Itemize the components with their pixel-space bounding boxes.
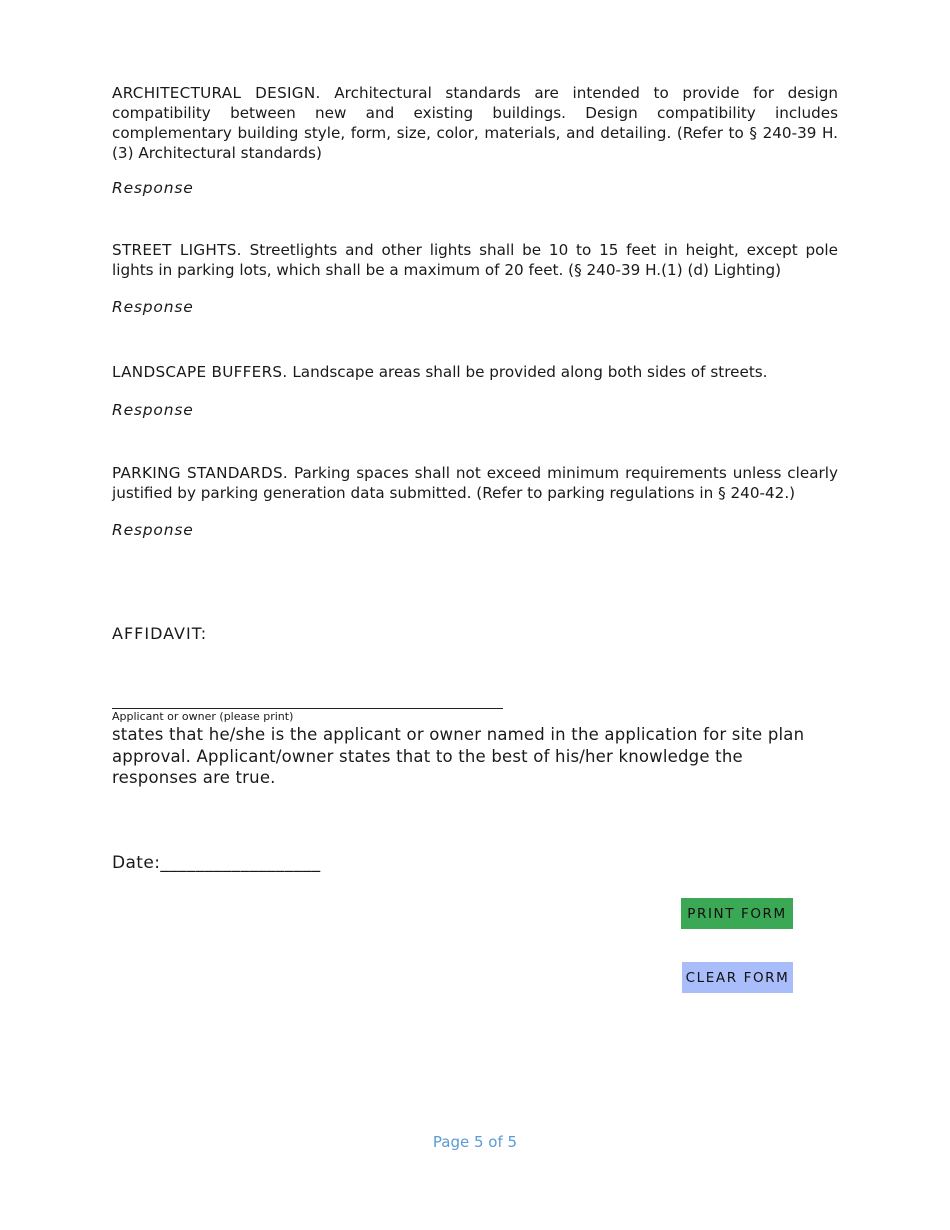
affidavit-statement: states that he/she is the applicant or owner named in the application for site plan approval. Applicant/owner states that to the best of his/her knowledge the responses are true. — [112, 725, 805, 787]
section-body: Streetlights and other lights shall be 10 to 15 feet in height, except pole lights in parking lots, which shall be a maximum of 20 feet. (§ 240-39 H.(1) (d) Lighting) — [112, 241, 838, 279]
section-parking-standards — [112, 463, 838, 539]
print-form-button[interactable]: PRINT FORM — [681, 898, 793, 929]
section-heading: ARCHITECTURAL DESIGN. — [112, 84, 321, 102]
response-field[interactable]: Response — [112, 298, 194, 316]
section-heading: LANDSCAPE BUFFERS. — [112, 363, 288, 381]
section-heading: PARKING STANDARDS. — [112, 464, 289, 482]
response-field[interactable]: Response — [112, 521, 194, 539]
signature-caption: Applicant or owner (please print) — [112, 710, 294, 723]
page-number: Page 5 of 5 — [432, 1133, 518, 1151]
response-field[interactable]: Response — [112, 179, 194, 197]
section-body: Landscape areas shall be provided along both sides of streets. — [287, 363, 768, 381]
section-street-lights — [112, 240, 838, 316]
section-landscape-buffers — [112, 362, 838, 419]
section-text — [112, 463, 838, 503]
section-body: Architectural standards are intended to provide for design compatibility between new and existing buildings. Design compatibility includes complementary building style, form, size, color, materials, and detailing. (Refer to § 240-39 H.(3) Architectural standards) — [112, 84, 838, 162]
response-field[interactable]: Response — [112, 401, 194, 419]
section-body: Parking spaces shall not exceed minimum requirements unless clearly justified by parking generation data submitted. (Refer to parking regulations in § 240-42.) — [112, 464, 838, 502]
section-text — [112, 83, 838, 163]
section-heading: STREET LIGHTS. — [112, 241, 242, 259]
section-text — [112, 240, 838, 280]
signature-line[interactable] — [112, 708, 503, 709]
affidavit-title: AFFIDAVIT: — [112, 624, 208, 643]
clear-form-button[interactable]: CLEAR FORM — [682, 962, 793, 993]
section-architectural-design — [112, 83, 838, 197]
section-text — [112, 362, 838, 382]
date-field[interactable]: Date:__________________ — [112, 853, 321, 873]
